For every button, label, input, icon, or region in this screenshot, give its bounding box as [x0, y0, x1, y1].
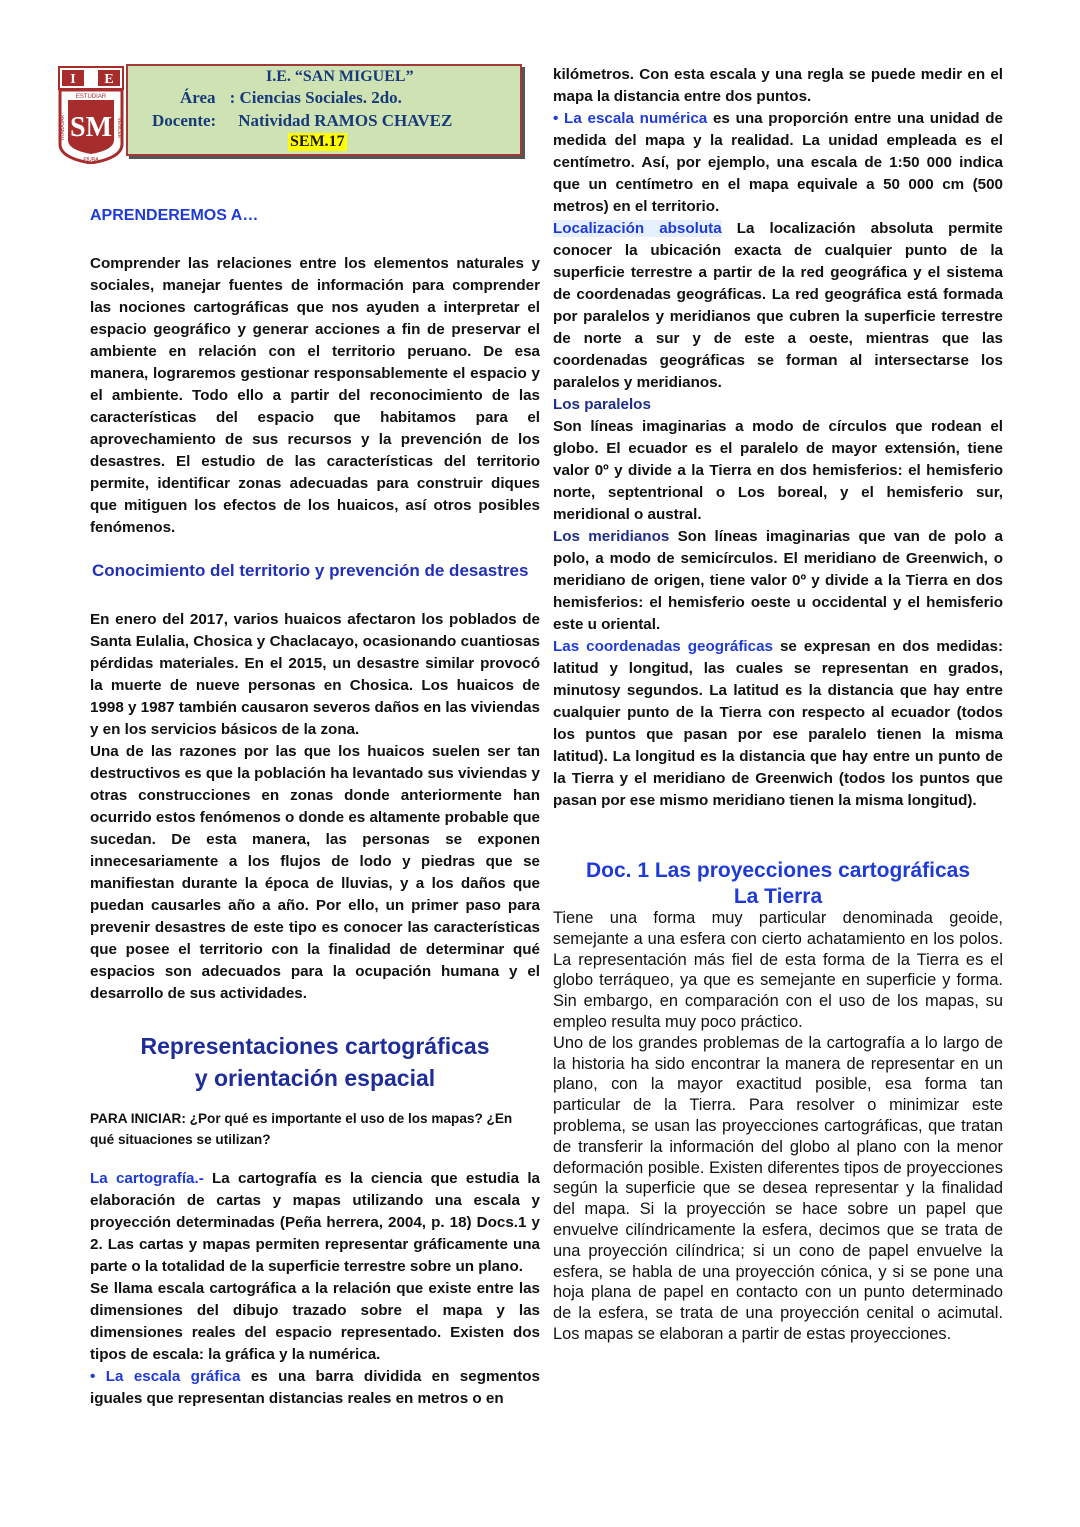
doc1-title: [553, 858, 1003, 910]
tierra-paragraph-2: Uno de los grandes problemas de la cartografía a lo largo de la historia ha sido encontrar la manera de representar en un plano, con la mayor exactitud posible, esa forma tan particular de la Tierra. Para resolver o minimizar este problema, se usan las proyecciones cartográficas, que tratan de transferir la información del globo al plano con la menor deformación posible. Existen diferentes tipos de proyecciones según la superficie que se desea representar y la finalidad del mapa. Si la proyección se hace sobre un papel que envuelve cilíndricamente la esfera, decimos que se trata de una proyección cilíndrica; si un cono de papel envuelve la esfera, se habla de una proyección cónica, y si se pone una hoja plana de papel en contacto con un punto determinado de la esfera, se trata de una proyección cenital o acimutal. Los mapas se elaboran a partir de estas proyecciones.: [553, 1033, 1003, 1343]
logo-letter-i: I: [70, 72, 76, 87]
cartografia-section: [90, 1168, 540, 1410]
logo-letters: SM: [70, 112, 112, 143]
conocimiento-section: [90, 609, 540, 1005]
area-line: [180, 88, 402, 108]
tierra-paragraph-1: Tiene una forma muy particular denominada geoide, semejante a una esfera con cierto achatamiento en los polos. La representación más fiel de esta forma de la Tierra es el globo terráqueo, ya que es semejante en superficie y forma. Sin embargo, en comparación con el uso de los mapas, su empleo resulta muy poco práctico.: [553, 909, 1003, 1031]
paralelos-heading: Los paralelos: [553, 396, 651, 413]
header-box: [126, 64, 522, 156]
conocimiento-heading: Conocimiento del territorio y prevención de desastres: [92, 561, 529, 580]
representaciones-heading-line-1: Representaciones cartográficas: [140, 1033, 490, 1059]
teacher-label: Docente:: [152, 111, 217, 130]
meridianos-text: Son líneas imaginarias que van de polo a polo, a modo de semicírculos. El meridiano de Greenwich, o meridiano de origen, tiene valor 0º y divide a la Tierra en dos hemisferios: el hemisferio oeste u occidental y el hemisferio este u oriental.: [553, 528, 1003, 633]
representaciones-heading: [90, 1030, 540, 1094]
cartografia-term: La cartografía.-: [90, 1170, 204, 1187]
meridianos-paragraph: [553, 526, 1003, 636]
para-iniciar-question: PARA INICIAR: ¿Por qué es importante el uso de los mapas? ¿En qué situaciones se utilizan?: [90, 1111, 513, 1147]
tierra-section: [553, 908, 1003, 1345]
right-column: [553, 64, 1003, 812]
aprenderemos-text: Comprender las relaciones entre los elementos naturales y sociales, manejar fuentes de información para comprender las nociones cartográficas que nos ayuden a interpretar el espacio geográfico y generar acciones a fin de preservar el ambiente en relación con el territorio peruano. De esa manera, lograremos gestionar responsablemente el espacio y el ambiente. Todo ello a partir del reconocimiento de las características del espacio que habitamos para el aprovechamiento de sus recursos y la prevención de los desastres. El estudio de las características del territorio permite, identificar zonas adecuadas para construir diques que mitiguen los efectos de los huaicos, así otros posibles fenómenos.: [90, 255, 540, 536]
week-label: SEM.17: [290, 133, 345, 150]
teacher-line: [152, 111, 452, 131]
logo-ring-left: TRABAJAR: [60, 114, 66, 142]
teacher-name: Natividad RAMOS CHAVEZ: [238, 111, 453, 130]
coordenadas-text: se expresan en dos medidas: latitud y longitud, las cuales se representan en grados, minutosy segundos. La latitud es la distancia que hay entre cualquier punto de la Tierra con respecto al ecuador (todos los puntos que pasan por ese paralelo tienen la misma latitud). La longitud es la distancia que hay entre un punto de la Tierra y el meridiano de Greenwich (todos los puntos que pasan por ese mismo meridiano tienen la misma longitud).: [553, 638, 1003, 809]
escala-grafica-paragraph: [90, 1366, 540, 1410]
coordenadas-term: Las coordenadas geográficas: [553, 638, 773, 655]
escala-numerica-paragraph: [553, 108, 1003, 218]
meridianos-term: Los meridianos: [553, 528, 670, 545]
school-logo: [58, 66, 124, 164]
aprenderemos-heading: APRENDEREMOS A…: [90, 207, 259, 224]
escala-grafica-text: es una barra dividida en segmentos iguales que representan distancias reales en metros o en: [90, 1368, 540, 1407]
conocimiento-paragraph-2: Una de las razones por las que los huaicos suelen ser tan destructivos es que la población ha levantado sus viviendas y otras construcciones en zonas donde anteriormente han ocurrido estos fenómenos o donde es altamente probable que sucedan. De esta manera, las personas se exponen innecesariamente a los flujos de lodo y piedras que se manifiestan durante la época de lluvias, y a los daños que puedan causarles año a año. Por ello, un primer paso para prevenir desastres de este tipo es conocer las características que posee el territorio con la finalidad de determinar qué espacios son adecuados para la ocupación humana y el desarrollo de sus actividades.: [90, 743, 540, 1002]
area-label: Área: [180, 88, 216, 107]
doc1-title-line-2: La Tierra: [733, 885, 823, 908]
aprenderemos-paragraph: [90, 253, 540, 539]
escala-paragraph: Se llama escala cartográfica a la relación que existe entre las dimensiones del dibujo trazado sobre el mapa y las dimensiones reales del espacio representado. Existen dos tipos de escala: la gráfica y la numérica.: [90, 1280, 540, 1363]
escala-numerica-term: • La escala numérica: [553, 110, 708, 127]
doc1-title-line-1: Doc. 1 Las proyecciones cartográficas: [586, 859, 970, 882]
cartografia-text: La cartografía es la ciencia que estudia la elaboración de cartas y mapas utilizando una escala y proyección determinadas (Peña herrera, 2004, p. 18) Docs.1 y 2. Las cartas y mapas permiten representar gráficamente una parte o la totalidad de la superficie terrestre sobre un plano.: [90, 1170, 540, 1275]
escala-numerica-text: es una proporción entre una unidad de medida del mapa y la realidad. La unidad empleada es el centímetro. Así, por ejemplo, una escala de 1:50 000 indica que un centímetro en el mapa equivale a 50 000 cm (500 metros) en el territorio.: [553, 110, 1004, 215]
localizacion-paragraph: [553, 218, 1003, 394]
representaciones-heading-line-2: y orientación espacial: [194, 1065, 436, 1091]
logo-ring-right: VENCER: [116, 117, 122, 139]
localizacion-text: La localización absoluta permite conocer la ubicación exacta de cualquier punto de la superficie terrestre a partir de la red geográfica y el sistema de coordenadas geográficas. La red geográfica está formada por paralelos y meridianos que cubren la superficie terrestre de norte a sur y de este a oeste, mientras que las coordenadas geográficas se forman al intersectarse los paralelos y meridianos.: [553, 220, 1003, 391]
escala-grafica-continuation: kilómetros. Con esta escala y una regla se puede medir en el mapa la distancia entre dos puntos.: [553, 66, 1003, 105]
conocimiento-paragraph-1: En enero del 2017, varios huaicos afectaron los poblados de Santa Eulalia, Chosica y Chaclacayo, ocasionando cuantiosas pérdidas materiales. En el 2015, un desastre similar provocó la muerte de nueve personas en Chosica. Los huaicos de 1998 y 1987 también causaron severos daños en las viviendas y en los servicios básicos de la zona.: [90, 611, 540, 738]
logo-ring-bottom: PIURA: [83, 157, 99, 163]
logo-letter-e: E: [104, 72, 114, 87]
cartografia-paragraph: [90, 1168, 540, 1278]
paralelos-paragraph: Son líneas imaginarias a modo de círculos que rodean el globo. El ecuador es el paralelo de mayor extensión, tiene valor 0º y divide a la Tierra en dos hemisferios: el hemisferio norte, septentrional o Los boreal, y el hemisferio sur, meridional o austral.: [553, 418, 1003, 523]
logo-ring-top: ESTUDIAR: [75, 94, 107, 100]
escala-grafica-term: • La escala gráfica: [90, 1368, 241, 1385]
area-value: : Ciencias Sociales. 2do.: [229, 88, 402, 107]
school-name: I.E. “SAN MIGUEL”: [266, 68, 414, 85]
coordenadas-paragraph: [553, 636, 1003, 812]
localizacion-term: Localización absoluta: [553, 220, 722, 237]
